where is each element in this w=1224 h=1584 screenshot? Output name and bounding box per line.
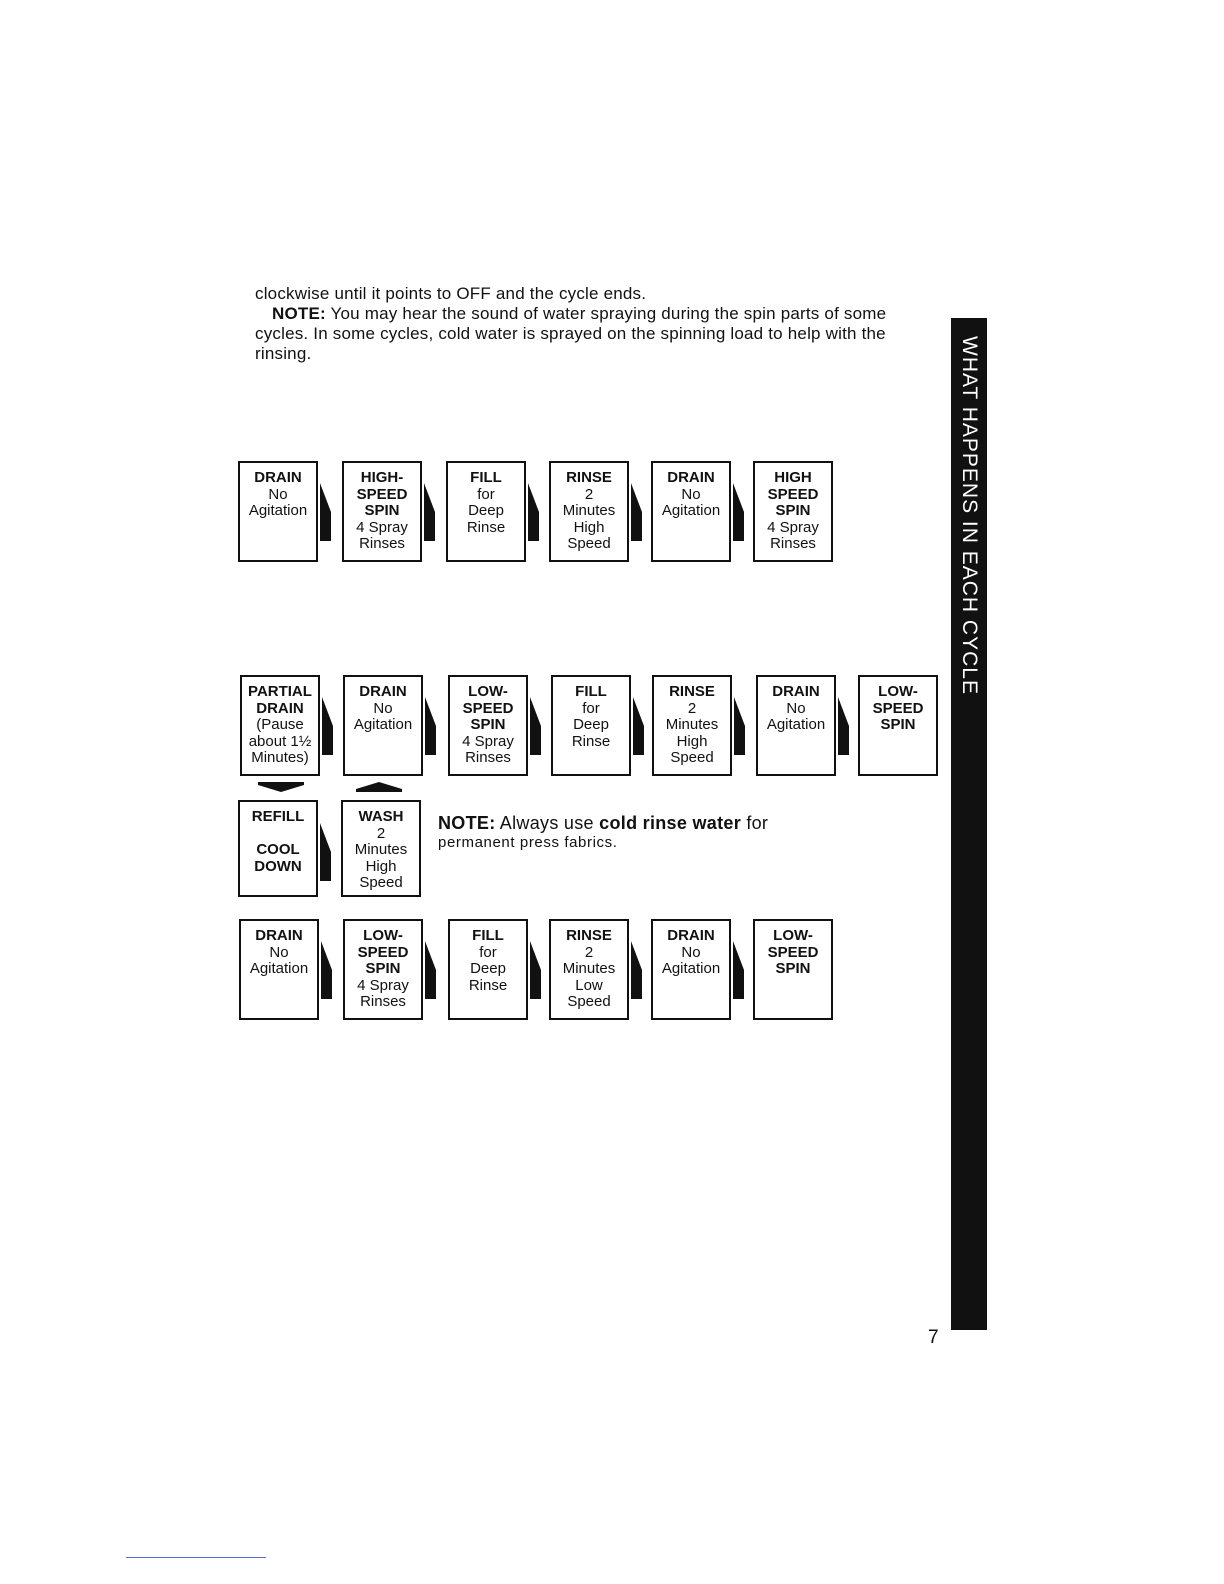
cycle-step-text: for bbox=[479, 943, 497, 961]
cycle-step-text: No bbox=[786, 699, 806, 717]
cycle-step-text: No bbox=[268, 485, 288, 503]
cycle-step-box bbox=[753, 919, 833, 1020]
cycle-step-box bbox=[446, 461, 526, 562]
cycle-step-text: DRAIN bbox=[772, 683, 820, 700]
cycle-step-text: Minutes bbox=[562, 960, 616, 977]
cycle-step-text: Speed bbox=[567, 993, 611, 1010]
cycle-step-box bbox=[651, 461, 731, 562]
cycle-step-text: Rinse bbox=[468, 976, 508, 994]
cycle-step-box bbox=[549, 461, 629, 562]
arrow-right-icon bbox=[733, 483, 744, 541]
cycle-step-text: SPEED bbox=[357, 943, 409, 961]
arrow-right-icon bbox=[734, 697, 745, 755]
cycle-step-text: High bbox=[676, 732, 708, 750]
intro-line1: clockwise until it points to OFF and the cycle ends. bbox=[255, 284, 647, 303]
cycle-step-text: DRAIN bbox=[667, 469, 715, 486]
cycle-step-text: Speed bbox=[670, 749, 714, 766]
side-section-tab bbox=[951, 318, 987, 1330]
cycle-step-text: Rinses bbox=[465, 749, 511, 766]
cycle-step-box bbox=[549, 919, 629, 1020]
cycle-step-box bbox=[753, 461, 833, 562]
cycle-step-text: Rinse bbox=[571, 732, 611, 750]
cycle-step-text: DRAIN bbox=[359, 683, 407, 700]
cycle-step-text: Rinses bbox=[770, 535, 816, 552]
cycle-step-text: Minutes bbox=[562, 502, 616, 519]
note2-bold: cold rinse water bbox=[599, 813, 742, 833]
cycle-step-text: High bbox=[573, 518, 605, 536]
cycle-step-text: LOW- bbox=[363, 927, 403, 944]
arrow-right-icon bbox=[320, 823, 331, 881]
cycle-step-box bbox=[342, 461, 422, 562]
cycle-step-text: Minutes bbox=[665, 716, 719, 733]
cycle-step-box bbox=[240, 675, 320, 776]
cycle-step-text: Minutes) bbox=[251, 749, 309, 766]
cycle-step-text: RINSE bbox=[669, 683, 715, 700]
arrow-right-icon bbox=[530, 941, 541, 999]
intro-note-label: NOTE: bbox=[272, 304, 326, 323]
cycle-step-text: SPIN bbox=[775, 502, 811, 519]
cycle-step-text: SPIN bbox=[365, 960, 401, 977]
cycle-step-text: SPIN bbox=[364, 502, 400, 519]
arrow-right-icon bbox=[425, 697, 436, 755]
arrow-right-icon bbox=[320, 483, 331, 541]
cycle-step-text: Agitation bbox=[661, 960, 721, 977]
cycle-step-text: HIGH- bbox=[360, 469, 404, 486]
cycle-step-text: 2 bbox=[687, 699, 697, 717]
cycle-step-text: SPEED bbox=[767, 485, 819, 503]
side-section-tab-label: WHAT HAPPENS IN EACH CYCLE bbox=[958, 336, 981, 695]
cycle-step-text: SPIN bbox=[880, 716, 916, 733]
cycle-step-text: DRAIN bbox=[256, 699, 304, 717]
intro-note bbox=[255, 304, 925, 364]
cycle-step-text: Speed bbox=[359, 874, 403, 891]
arrow-right-icon bbox=[424, 483, 435, 541]
arrow-right-icon bbox=[322, 697, 333, 755]
intro-note-text: You may hear the sound of water spraying during the spin parts of some cycles. In some cycles, cold water is sprayed on the spinning load to help with the rinsing. bbox=[255, 304, 887, 363]
cycle-step-box bbox=[238, 461, 318, 562]
cycle-step-text: 4 Spray bbox=[767, 518, 819, 536]
arrow-up-icon bbox=[356, 782, 402, 792]
cycle-step-text: PARTIAL bbox=[248, 683, 312, 700]
arrow-right-icon bbox=[530, 697, 541, 755]
cycle-step-text: LOW- bbox=[773, 927, 813, 944]
cycle-step-text: Rinse bbox=[466, 518, 506, 536]
cycle-step-text: Deep bbox=[573, 716, 609, 733]
cycle-step-text: 4 Spray bbox=[357, 976, 409, 994]
arrow-right-icon bbox=[528, 483, 539, 541]
note2-text-b: for bbox=[741, 813, 769, 833]
cycle-step-text: 4 Spray bbox=[462, 732, 514, 750]
cycle-step-text: LOW- bbox=[468, 683, 508, 700]
cycle-step-text: Rinses bbox=[359, 535, 405, 552]
cycle-step-text: DOWN bbox=[254, 857, 302, 875]
cycle-step-text: Agitation bbox=[766, 716, 826, 733]
cycle-step-text: SPEED bbox=[462, 699, 514, 717]
cycle-step-text: 4 Spray bbox=[356, 518, 408, 536]
cycle-step-box bbox=[448, 675, 528, 776]
note2-label: NOTE: bbox=[438, 813, 496, 833]
cycle-step-text: Rinses bbox=[360, 993, 406, 1010]
arrow-down-icon bbox=[258, 782, 304, 792]
cycle-step-text: Agitation bbox=[249, 960, 309, 977]
arrow-right-icon bbox=[321, 941, 332, 999]
cycle-step-text: No bbox=[373, 699, 393, 717]
cycle-step-text: RINSE bbox=[566, 927, 612, 944]
cycle-step-text: Deep bbox=[470, 960, 506, 977]
cycle-step-box bbox=[756, 675, 836, 776]
note2-text-a: Always use bbox=[495, 813, 600, 833]
cycle-step-box bbox=[651, 919, 731, 1020]
cycle-step-text: DRAIN bbox=[667, 927, 715, 944]
cycle-step-text: Agitation bbox=[661, 502, 721, 519]
cold-rinse-note bbox=[438, 813, 768, 853]
cycle-step-text: (Pause bbox=[256, 716, 304, 733]
cycle-step-text: SPIN bbox=[470, 716, 506, 733]
cycle-step-box bbox=[343, 675, 423, 776]
note2-line2: permanent press fabrics. bbox=[438, 834, 618, 851]
cycle-step-text: Low bbox=[575, 976, 603, 994]
cycle-step-text: No bbox=[681, 485, 701, 503]
cycle-step-text: REFILL bbox=[251, 808, 305, 825]
cycle-step-text: Agitation bbox=[353, 716, 413, 733]
cycle-step-text: SPEED bbox=[767, 943, 819, 961]
cycle-step-text: for bbox=[582, 699, 600, 717]
cycle-step-box bbox=[652, 675, 732, 776]
arrow-right-icon bbox=[838, 697, 849, 755]
cycle-step-text: DRAIN bbox=[255, 927, 303, 944]
page-number: 7 bbox=[928, 1327, 939, 1348]
cycle-step-text: about 1½ bbox=[248, 732, 312, 750]
cycle-step-text: COOL bbox=[256, 841, 300, 858]
arrow-right-icon bbox=[733, 941, 744, 999]
arrow-right-icon bbox=[631, 483, 642, 541]
arrow-right-icon bbox=[425, 941, 436, 999]
cycle-step-text: SPIN bbox=[775, 960, 811, 977]
cycle-step-text: Speed bbox=[567, 535, 611, 552]
cycle-step-text: FILL bbox=[575, 683, 607, 700]
cycle-step-text: RINSE bbox=[566, 469, 612, 486]
cycle-step-text: WASH bbox=[358, 808, 404, 825]
cycle-step-text: 2 bbox=[376, 824, 386, 842]
cycle-step-text: for bbox=[477, 485, 495, 503]
cycle-step-box bbox=[343, 919, 423, 1020]
cycle-step-box bbox=[858, 675, 938, 776]
cycle-step-text: DRAIN bbox=[254, 469, 302, 486]
cycle-step-text: SPEED bbox=[356, 485, 408, 503]
arrow-right-icon bbox=[633, 697, 644, 755]
cycle-step-text: FILL bbox=[472, 927, 504, 944]
cycle-step-text: Minutes bbox=[354, 841, 408, 858]
cycle-step-text: No bbox=[681, 943, 701, 961]
arrow-right-icon bbox=[631, 941, 642, 999]
cycle-step-text: SPEED bbox=[872, 699, 924, 717]
footer-rule bbox=[126, 1557, 266, 1558]
intro-text bbox=[255, 284, 925, 364]
cycle-step-text: 2 bbox=[584, 485, 594, 503]
cycle-step-text: Agitation bbox=[248, 502, 308, 519]
cycle-step-text: LOW- bbox=[878, 683, 918, 700]
cycle-step-box bbox=[341, 800, 421, 897]
cycle-step-text: Deep bbox=[468, 502, 504, 519]
cycle-step-text: High bbox=[365, 857, 397, 875]
cycle-step-text bbox=[240, 826, 316, 843]
cycle-step-text: 2 bbox=[584, 943, 594, 961]
cycle-step-text: FILL bbox=[470, 469, 502, 486]
cycle-step-box bbox=[551, 675, 631, 776]
cycle-step-box bbox=[238, 800, 318, 897]
cycle-step-box bbox=[239, 919, 319, 1020]
cycle-step-text: No bbox=[269, 943, 289, 961]
cycle-step-box bbox=[448, 919, 528, 1020]
cycle-step-text: HIGH bbox=[774, 469, 812, 486]
